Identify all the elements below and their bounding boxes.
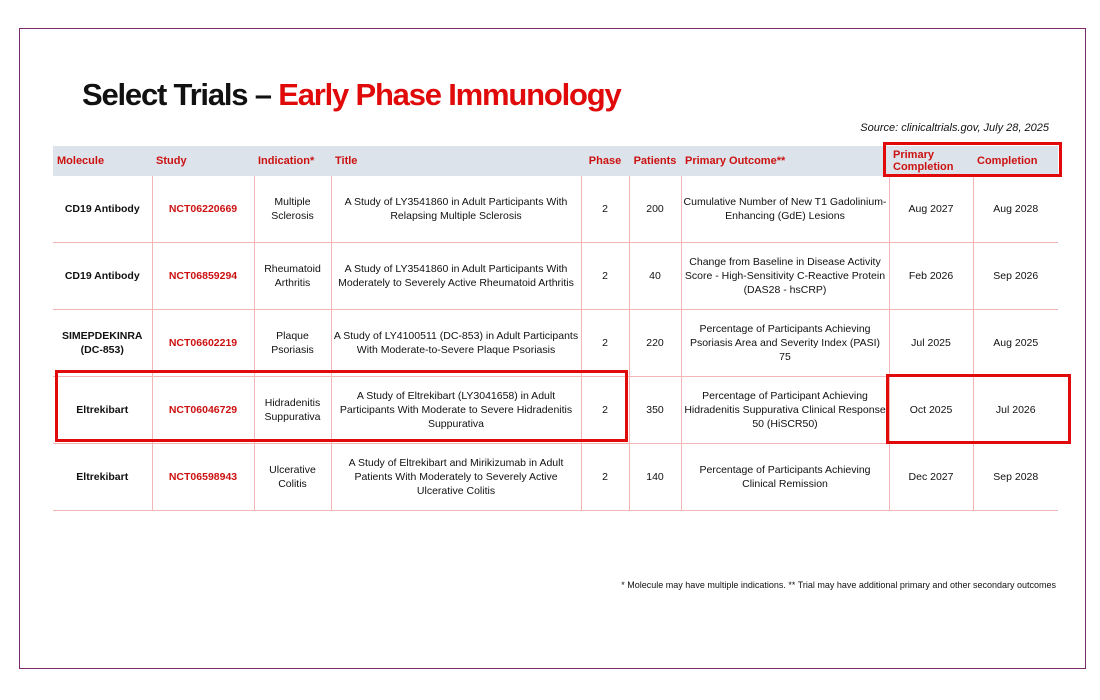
- cell-patients: 200: [629, 176, 681, 243]
- table-header-row: [53, 146, 1058, 176]
- cell-phase: 2: [581, 444, 629, 511]
- cell-study: NCT06598943: [152, 444, 254, 511]
- source-note: Source: clinicaltrials.gov, July 28, 2025: [860, 122, 1049, 134]
- cell-title: A Study of LY3541860 in Adult Participants With Relapsing Multiple Sclerosis: [331, 176, 581, 243]
- cell-molecule: CD19 Antibody: [53, 176, 152, 243]
- cell-study: NCT06220669: [152, 176, 254, 243]
- header-molecule: Molecule: [53, 146, 152, 176]
- table-row: [53, 377, 1058, 444]
- cell-patients: 140: [629, 444, 681, 511]
- page-title: [82, 77, 621, 113]
- cell-completion: Sep 2026: [973, 243, 1058, 310]
- cell-molecule: Eltrekibart: [53, 444, 152, 511]
- header-primary-completion: Primary Completion: [889, 146, 973, 176]
- cell-study: NCT06859294: [152, 243, 254, 310]
- cell-indication: Ulcerative Colitis: [254, 444, 331, 511]
- header-completion: Completion: [973, 146, 1058, 176]
- cell-indication: Rheumatoid Arthritis: [254, 243, 331, 310]
- table-row: [53, 176, 1058, 243]
- cell-phase: 2: [581, 377, 629, 444]
- cell-patients: 220: [629, 310, 681, 377]
- cell-outcome: Change from Baseline in Disease Activity Score - High-Sensitivity C-Reactive Protein (DAS28 - hsCRP): [681, 243, 889, 310]
- cell-primary-completion: Dec 2027: [889, 444, 973, 511]
- cell-study: NCT06046729: [152, 377, 254, 444]
- cell-primary-completion: Oct 2025: [889, 377, 973, 444]
- cell-molecule: SIMEPDEKINRA (DC-853): [53, 310, 152, 377]
- cell-title: A Study of LY3541860 in Adult Participants With Moderately to Severely Active Rheumatoid Arthritis: [331, 243, 581, 310]
- cell-primary-completion: Feb 2026: [889, 243, 973, 310]
- cell-primary-completion: Jul 2025: [889, 310, 973, 377]
- header-phase: Phase: [581, 146, 629, 176]
- cell-outcome: Cumulative Number of New T1 Gadolinium-Enhancing (GdE) Lesions: [681, 176, 889, 243]
- cell-phase: 2: [581, 176, 629, 243]
- cell-title: A Study of Eltrekibart (LY3041658) in Adult Participants With Moderate to Severe Hidradenitis Suppurativa: [331, 377, 581, 444]
- cell-outcome: Percentage of Participants Achieving Psoriasis Area and Severity Index (PASI) 75: [681, 310, 889, 377]
- header-title: Title: [331, 146, 581, 176]
- table-row: [53, 444, 1058, 511]
- title-prefix: Select Trials –: [82, 77, 279, 112]
- header-indication: Indication*: [254, 146, 331, 176]
- cell-molecule: CD19 Antibody: [53, 243, 152, 310]
- title-highlight: Early Phase Immunology: [278, 77, 621, 112]
- cell-completion: Aug 2025: [973, 310, 1058, 377]
- trials-table: [53, 146, 1058, 511]
- header-primary-outcome: Primary Outcome**: [681, 146, 889, 176]
- cell-patients: 350: [629, 377, 681, 444]
- cell-completion: Sep 2028: [973, 444, 1058, 511]
- cell-indication: Plaque Psoriasis: [254, 310, 331, 377]
- cell-indication: Hidradenitis Suppurativa: [254, 377, 331, 444]
- cell-outcome: Percentage of Participant Achieving Hidradenitis Suppurativa Clinical Response 50 (HiSCR50): [681, 377, 889, 444]
- cell-primary-completion: Aug 2027: [889, 176, 973, 243]
- cell-phase: 2: [581, 243, 629, 310]
- cell-phase: 2: [581, 310, 629, 377]
- cell-indication: Multiple Sclerosis: [254, 176, 331, 243]
- footnote: * Molecule may have multiple indications. ** Trial may have additional primary and other secondary outcomes: [621, 580, 1056, 590]
- cell-completion: Aug 2028: [973, 176, 1058, 243]
- cell-title: A Study of LY4100511 (DC-853) in Adult Participants With Moderate-to-Severe Plaque Psoriasis: [331, 310, 581, 377]
- cell-study: NCT06602219: [152, 310, 254, 377]
- cell-outcome: Percentage of Participants Achieving Clinical Remission: [681, 444, 889, 511]
- cell-patients: 40: [629, 243, 681, 310]
- table-row: [53, 310, 1058, 377]
- cell-completion: Jul 2026: [973, 377, 1058, 444]
- header-patients: Patients: [629, 146, 681, 176]
- table-row: [53, 243, 1058, 310]
- header-study: Study: [152, 146, 254, 176]
- cell-title: A Study of Eltrekibart and Mirikizumab in Adult Patients With Moderately to Severely Active Ulcerative Colitis: [331, 444, 581, 511]
- cell-molecule: Eltrekibart: [53, 377, 152, 444]
